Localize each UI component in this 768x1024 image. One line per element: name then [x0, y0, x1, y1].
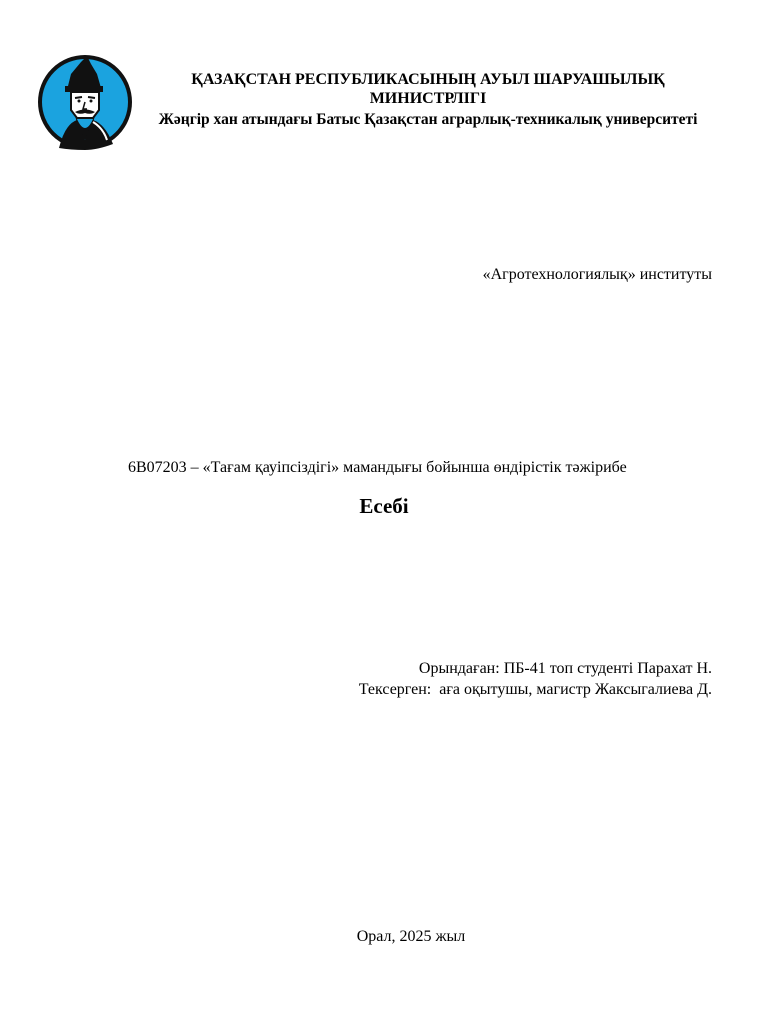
performed-by-line: Орындаған: ПБ-41 топ студенті Парахат Н.: [418, 660, 712, 677]
signature-block: [359, 658, 712, 700]
institute-name: «Агротехнологиялық» институты: [482, 266, 712, 283]
checked-by-line: Тексерген: аға оқытушы, магистр Жаксыгалиева Д.: [358, 681, 712, 698]
ministry-heading: ҚАЗАҚСТАН РЕСПУБЛИКАСЫНЫҢ АУЫЛ ШАРУАШЫЛЫҚ МИНИСТРЛІГІ: [191, 71, 665, 107]
place-and-year: Орал, 2025 жыл: [356, 928, 466, 945]
report-title: Есебі: [359, 494, 409, 518]
specialty-line: 6В07203 – «Тағам қауіпсіздігі» мамандығы бойынша өндірістік тәжірибе: [128, 459, 627, 476]
university-emblem-portrait-icon: [37, 52, 133, 150]
university-heading: Жәңгір хан атындағы Батыс Қазақстан аграрлық-техникалық университеті: [158, 111, 698, 128]
